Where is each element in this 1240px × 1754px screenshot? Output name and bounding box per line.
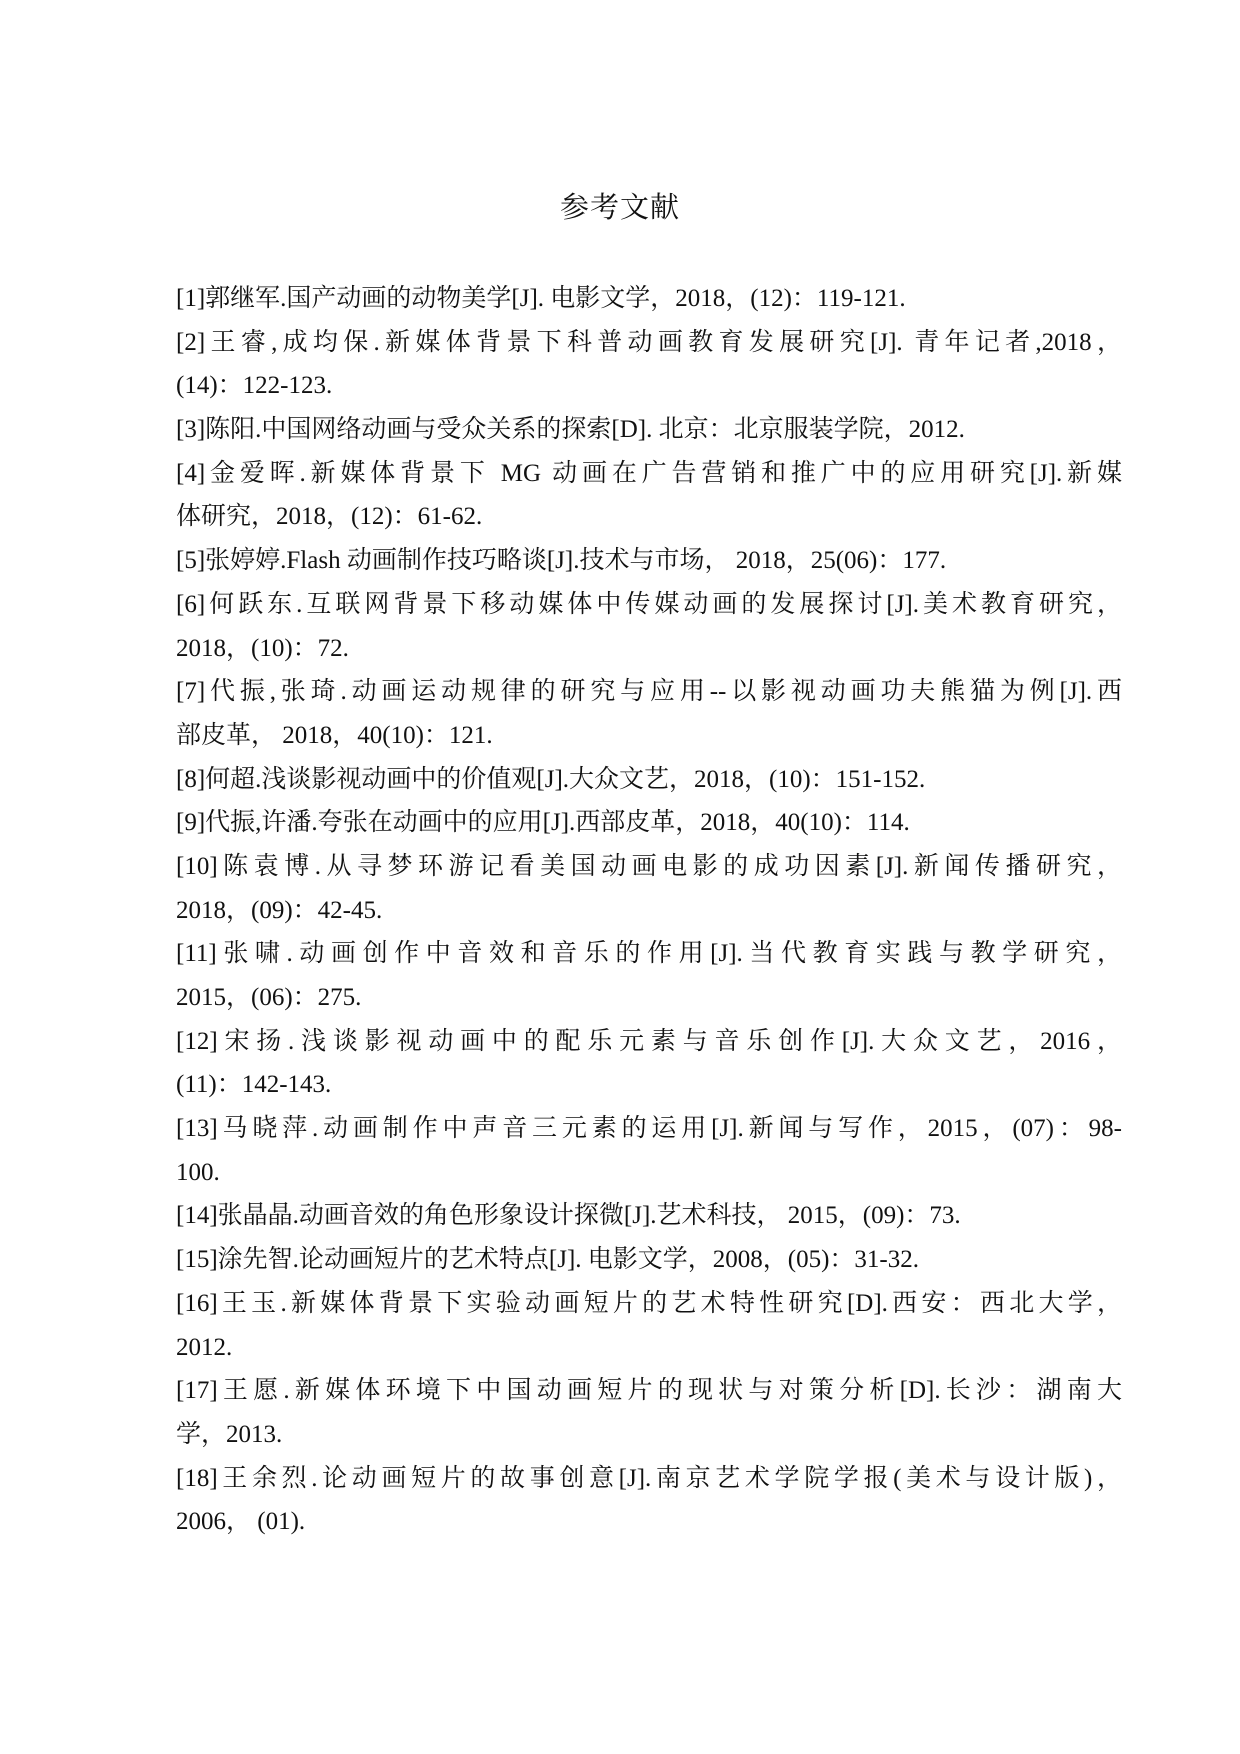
reference-line: [12]宋扬.浅谈影视动画中的配乐元素与音乐创作[J].大众文艺，2016，	[176, 1027, 1122, 1055]
reference-line: 学，2013.	[176, 1420, 283, 1448]
reference-line: [2]王睿,成均保.新媒体背景下科普动画教育发展研究[J]. 青年记者,2018，	[176, 328, 1122, 356]
reference-entry	[176, 277, 1122, 321]
reference-entry	[176, 539, 1122, 583]
reference-line: 2015，(06)：275.	[176, 984, 362, 1011]
reference-line: [11]张啸.动画创作中音效和音乐的作用[J].当代教育实践与教学研究，	[176, 940, 1122, 968]
reference-entry	[176, 1457, 1122, 1544]
reference-line: [9]代振,许潘.夸张在动画中的应用[J].西部皮革，2018，40(10)：114.	[176, 809, 910, 837]
reference-line: [17]王愿.新媒体环境下中国动画短片的现状与对策分析[D].长沙：湖南大	[176, 1377, 1122, 1405]
reference-line: [16]王玉.新媒体背景下实验动画短片的艺术特性研究[D].西安：西北大学，	[176, 1289, 1122, 1317]
reference-line: [4]金爱晖.新媒体背景下 MG 动画在广告营销和推广中的应用研究[J].新媒	[176, 459, 1122, 487]
reference-line: 2018，(09)：42-45.	[176, 896, 383, 924]
reference-entry	[176, 932, 1122, 1019]
reference-entry	[176, 1020, 1122, 1107]
reference-entry	[176, 321, 1122, 408]
reference-entry	[176, 583, 1122, 670]
reference-entry	[176, 1282, 1122, 1369]
reference-line: [14]张晶晶.动画音效的角色形象设计探微[J].艺术科技， 2015，(09)：73.	[176, 1202, 961, 1230]
reference-line: [7]代振,张琦.动画运动规律的研究与应用--以影视动画功夫熊猫为例[J].西	[176, 678, 1122, 706]
reference-line: [5]张婷婷.Flash 动画制作技巧略谈[J].技术与市场， 2018，25(06)：177.	[176, 547, 947, 575]
reference-line: [18]王余烈.论动画短片的故事创意[J].南京艺术学院学报(美术与设计版)，	[176, 1464, 1122, 1492]
reference-line: [1]郭继军.国产动画的动物美学[J]. 电影文学，2018，(12)：119-121.	[176, 285, 906, 312]
reference-line: [6]何跃东.互联网背景下移动媒体中传媒动画的发展探讨[J].美术教育研究，	[176, 590, 1122, 618]
reference-line: (14)：122-123.	[176, 372, 333, 400]
reference-entry	[176, 1107, 1122, 1194]
reference-line: 2012.	[176, 1333, 233, 1361]
reference-entry	[176, 670, 1122, 757]
reference-entry	[176, 758, 1122, 802]
page-title: 参考文献	[559, 190, 680, 224]
reference-entry	[176, 845, 1122, 932]
reference-line: 部皮革， 2018，40(10)：121.	[176, 721, 493, 749]
reference-line: [8]何超.浅谈影视动画中的价值观[J].大众文艺，2018，(10)：151-152.	[176, 765, 926, 793]
reference-line: (11)：142-143.	[176, 1071, 332, 1099]
reference-line: 体研究，2018，(12)：61-62.	[176, 503, 483, 531]
reference-entry	[176, 408, 1122, 452]
reference-line: [10]陈袁博.从寻梦环游记看美国动画电影的成功因素[J].新闻传播研究，	[176, 852, 1122, 880]
reference-line: 2018，(10)：72.	[176, 634, 349, 662]
reference-entry	[176, 1194, 1122, 1238]
reference-entry	[176, 452, 1122, 539]
reference-line: [3]陈阳.中国网络动画与受众关系的探索[D]. 北京：北京服装学院，2012.	[176, 416, 965, 444]
reference-line: [15]涂先智.论动画短片的艺术特点[J]. 电影文学，2008，(05)：31-32.	[176, 1246, 920, 1274]
reference-line: [13]马晓萍.动画制作中声音三元素的运用[J].新闻与写作，2015，(07)：98-	[176, 1115, 1122, 1143]
reference-entry	[176, 1369, 1122, 1456]
reference-entry	[176, 801, 1122, 845]
reference-line: 100.	[176, 1158, 220, 1186]
reference-entry	[176, 1238, 1122, 1282]
reference-line: 2006， (01).	[176, 1508, 306, 1536]
reference-list	[176, 277, 1122, 1544]
